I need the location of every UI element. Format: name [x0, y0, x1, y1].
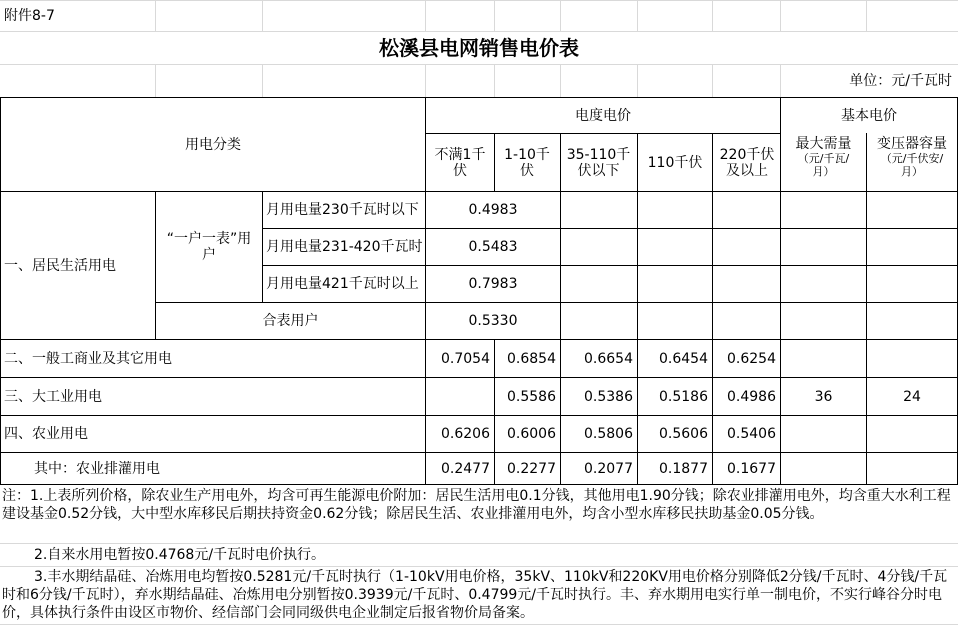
max-demand-header	[781, 136, 866, 191]
voltage-header-1: 不满1千伏	[434, 146, 486, 179]
tier-2-label: 月用电量231-420千瓦时	[266, 239, 423, 255]
voltage-header-5: 220千伏及以上	[719, 146, 775, 179]
gridline	[637, 64, 638, 97]
table-cell	[867, 453, 957, 484]
table-cell: 0.6206	[441, 426, 490, 442]
table-cell: 0.6854	[507, 350, 556, 367]
transformer-unit: （元/千伏安/月）	[880, 152, 944, 178]
note-1: 注：1.上表所列价格，除农业生产用电外，均含可再生能源电价附加：居民生活用电0.1分钱，其他用电1.90分钱；除农业排灌用电外，均含重大水利工程建设基金0.52分钱，大中型水库移民后期扶持资金0.62分钱；除居民生活、农业排灌用电外，均含小型水库移民扶助基金0.05分钱。	[2, 488, 951, 522]
row-label-commercial: 二、一般工商业及其它用电	[4, 350, 172, 367]
row-label-industry: 三、大工业用电	[4, 388, 102, 405]
gridline	[0, 566, 958, 567]
table-cell: 0.2077	[584, 460, 633, 477]
table-cell: 0.6654	[584, 350, 633, 367]
table-border	[262, 191, 263, 302]
basic-price-header: 基本电价	[841, 107, 897, 124]
gridline	[637, 0, 638, 31]
gridline	[425, 64, 426, 97]
table-cell: 0.6454	[659, 350, 708, 367]
table-border	[0, 484, 958, 485]
table-cell: 0.6006	[507, 426, 556, 442]
table-cell	[867, 340, 957, 377]
table-border	[494, 133, 495, 191]
note-2: 2.自来水用电暂按0.4768元/千瓦时电价执行。	[34, 547, 326, 563]
gridline	[0, 543, 958, 544]
table-cell: 0.5386	[584, 388, 633, 405]
category-header: 用电分类	[185, 136, 241, 153]
table-cell: 0.5586	[507, 388, 556, 405]
table-cell	[867, 416, 957, 452]
table-cell: 0.4986	[727, 388, 776, 405]
table-cell: 0.1677	[727, 460, 776, 477]
table-cell	[781, 340, 866, 377]
attachment-label: 附件8-7	[4, 8, 55, 24]
table-cell: 0.5186	[659, 388, 708, 405]
gridline	[0, 624, 958, 625]
table-cell: 0.6254	[727, 350, 776, 367]
table-cell: 0.5406	[727, 426, 776, 442]
transformer-title: 变压器容量	[877, 136, 947, 152]
table-cell: 0.1877	[659, 460, 708, 477]
voltage-header-2: 1-10千伏	[504, 146, 550, 179]
table-cell: 0.7054	[441, 350, 490, 367]
gridline	[494, 0, 495, 31]
gridline	[560, 0, 561, 31]
max-demand-value: 36	[814, 388, 833, 405]
transformer-value: 24	[903, 388, 921, 405]
unit-label: 单位：元/千瓦时	[849, 73, 952, 89]
tier-3-price: 0.7983	[468, 276, 518, 292]
gridline	[780, 0, 781, 31]
tier-1-price: 0.4983	[468, 202, 518, 218]
gridline	[155, 0, 156, 31]
one-meter-label: “一户一表”用户	[166, 231, 252, 263]
table-cell	[781, 416, 866, 452]
gridline	[712, 64, 713, 97]
table-cell: 0.5606	[659, 426, 708, 442]
max-demand-title: 最大需量	[795, 136, 852, 152]
row-label-agriculture: 四、农业用电	[4, 426, 88, 442]
transformer-header	[867, 136, 957, 191]
table-cell	[781, 453, 866, 484]
table-cell	[426, 378, 490, 415]
gridline	[155, 64, 156, 97]
table-cell: 0.2277	[507, 460, 556, 477]
table-cell: 0.5806	[584, 426, 633, 442]
gridline	[425, 0, 426, 31]
gridline	[560, 64, 561, 97]
tier-3-label: 月用电量421千瓦时以上	[266, 276, 419, 292]
page-title: 松溪县电网销售电价表	[379, 36, 579, 60]
gridline	[866, 0, 867, 31]
row-label-irrigation: 其中：农业排灌用电	[34, 460, 160, 477]
energy-price-header: 电度电价	[575, 107, 631, 124]
shared-meter-price: 0.5330	[468, 313, 518, 329]
gridline	[712, 0, 713, 31]
shared-meter-label: 合表用户	[262, 313, 319, 329]
table-cell: 0.2477	[441, 460, 490, 477]
gridline	[494, 64, 495, 97]
gridline	[262, 64, 263, 97]
max-demand-unit: （元/千瓦/月）	[797, 152, 850, 178]
tier-2-price: 0.5483	[468, 239, 518, 255]
voltage-header-4: 110千伏	[647, 154, 703, 171]
residential-label: 一、居民生活用电	[4, 257, 116, 274]
note-3: 3.丰水期结晶硅、冶炼用电均暂按0.5281元/千瓦时执行（1-10kV用电价格，35kV、110kV和220KV用电价格分别降低2分钱/千瓦时、4分钱/千瓦时和6分钱/千瓦时），弃水期结晶硅、冶炼用电分别暂按0.3939元/千瓦时、0.4799元/千瓦时执行。丰、弃水期用电实行单一制电价，不实行峰谷分时电价，具体执行条件由设区市物价、经信部门会同同级供电企业制定后报省物价局备案。	[2, 569, 948, 621]
gridline	[262, 0, 263, 31]
voltage-header-3: 35-110千伏以下	[566, 146, 631, 179]
tier-1-label: 月用电量230千瓦时以下	[266, 202, 419, 218]
